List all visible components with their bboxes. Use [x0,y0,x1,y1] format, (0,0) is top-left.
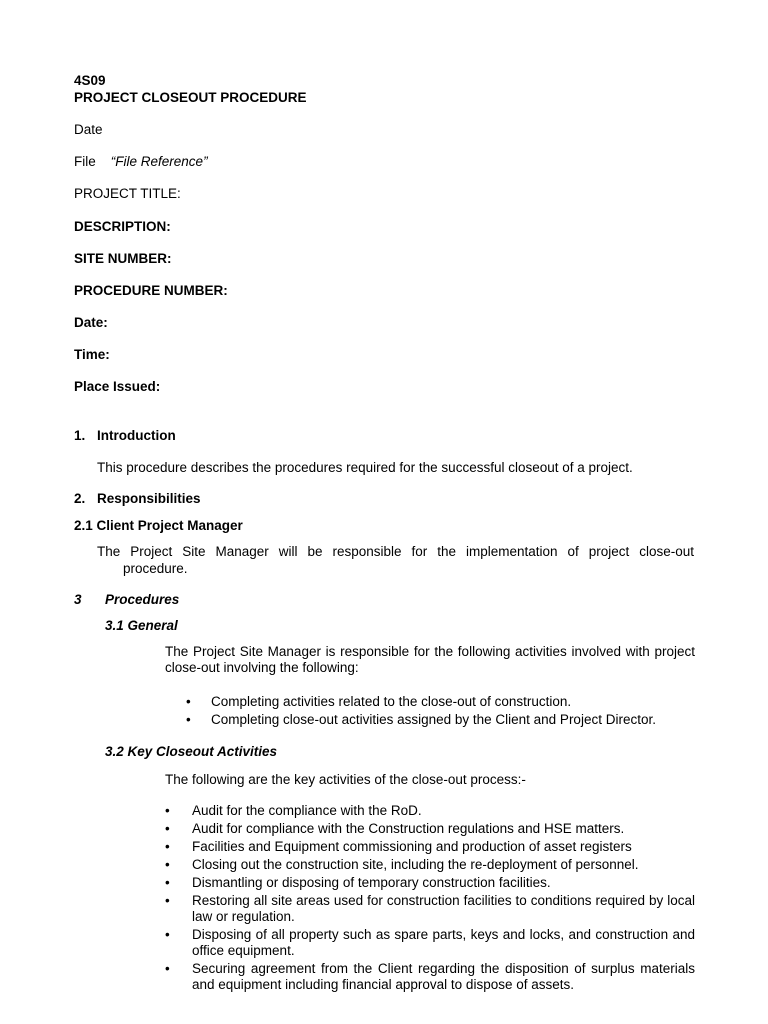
site-number-label: SITE NUMBER: [74,251,172,266]
list-item-text: Facilities and Equipment commissioning and production of asset registers [192,839,632,854]
key-activities-list [165,803,695,993]
list-item-text: Completing activities related to the close-out of construction. [211,694,572,709]
document-title: PROJECT CLOSEOUT PROCEDURE [74,90,307,105]
list-item [165,821,695,837]
bullet-icon: • [186,694,191,709]
list-item [165,839,695,855]
bullet-icon: • [165,857,170,872]
list-item-text: Audit for compliance with the Construction regulations and HSE matters. [192,821,625,836]
section-3-heading: Procedures [105,592,180,607]
bullet-icon: • [186,712,191,727]
bullet-icon: • [165,821,170,836]
section-1-number: 1. [74,428,86,443]
section-3-2-heading: 3.2 Key Closeout Activities [105,744,278,759]
date-label: Date [74,122,103,137]
list-item-text: Restoring all site areas used for construction facilities to conditions required by local law or regulation. [192,893,695,924]
bullet-icon: • [165,875,170,890]
section-3-1-heading: 3.1 General [105,618,178,633]
list-item-text: Completing close-out activities assigned by the Client and Project Director. [211,712,656,727]
section-2-number: 2. [74,491,86,506]
section-1-heading: Introduction [97,428,176,443]
list-item [186,712,696,728]
section-3-2-intro: The following are the key activities of the close-out process:- [165,772,526,787]
project-title-label: PROJECT TITLE: [74,186,181,201]
section-3-1-body: The Project Site Manager is responsible for the following activities involved with project close-out involving the following: [165,644,695,675]
list-item [165,857,695,873]
place-issued-label: Place Issued: [74,379,161,394]
list-item [165,893,695,925]
file-line [74,154,208,170]
description-label: DESCRIPTION: [74,219,171,234]
list-item-text: Dismantling or disposing of temporary construction facilities. [192,875,551,890]
list-item [165,875,695,891]
section-2-heading: Responsibilities [97,491,201,506]
procedure-number-label: PROCEDURE NUMBER: [74,283,228,298]
time-label: Time: [74,347,110,362]
document-code: 4S09 [74,73,106,88]
section-2-1-body-line2: procedure. [123,561,188,576]
list-item [186,694,696,710]
bullet-icon: • [165,927,170,942]
general-bullet-list [186,694,696,728]
list-item [165,927,695,959]
list-item-text: Audit for the compliance with the RoD. [192,803,422,818]
file-reference: “File Reference” [110,154,208,169]
list-item-text: Disposing of all property such as spare parts, keys and locks, and construction and office equipment. [192,927,695,958]
date-field-label: Date: [74,315,108,330]
bullet-icon: • [165,803,170,818]
bullet-icon: • [165,893,170,908]
section-2-1-body-line1: The Project Site Manager will be responsible for the implementation of project close-out [97,544,694,559]
bullet-icon: • [165,839,170,854]
list-item [165,803,695,819]
section-1-body: This procedure describes the procedures required for the successful closeout of a project. [97,460,633,475]
bullet-icon: • [165,961,170,976]
file-label: File [74,154,96,169]
section-3-number: 3 [74,592,82,607]
section-2-1-heading: 2.1 Client Project Manager [74,518,243,533]
list-item [165,961,695,993]
list-item-text: Securing agreement from the Client regarding the disposition of surplus materials and equipment including financial approval to dispose of assets. [192,961,695,992]
list-item-text: Closing out the construction site, including the re-deployment of personnel. [192,857,639,872]
